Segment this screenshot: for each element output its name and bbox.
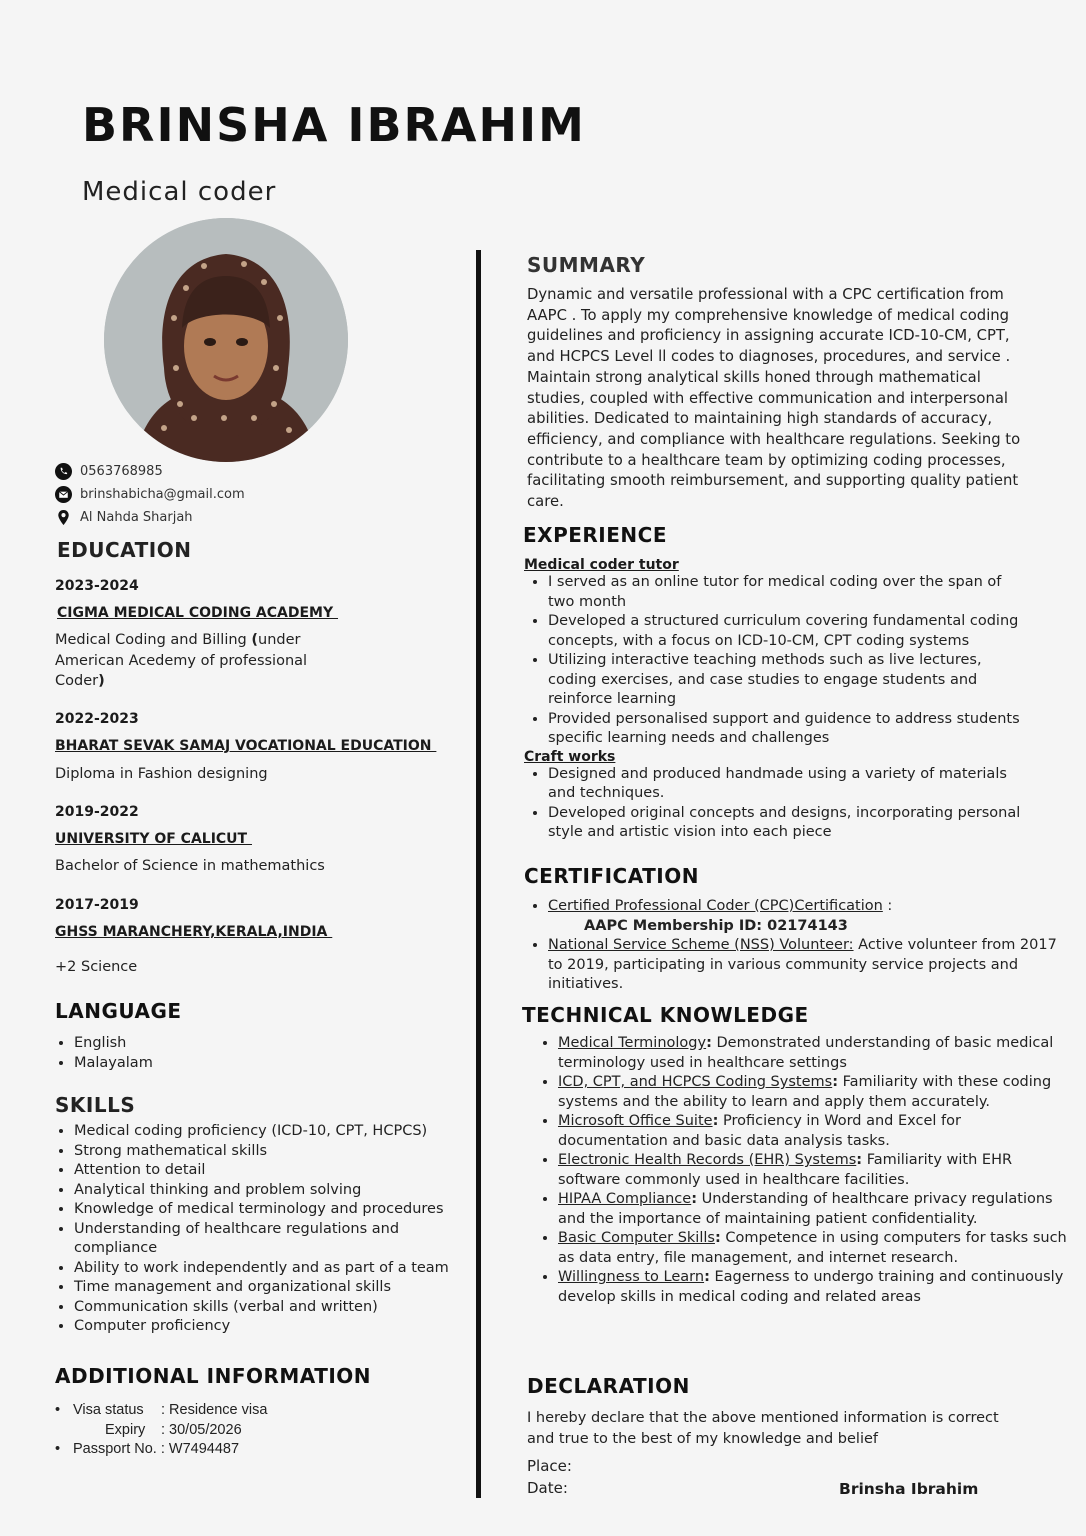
phone-number: 0563768985 [80, 464, 163, 479]
location-pin-icon [55, 509, 72, 526]
technical-item: • HIPAA Compliance: Understanding of healthcare privacy regulations and the importance of maintaining patient confidentiality. [558, 1190, 1068, 1229]
education-institution: UNIVERSITY OF CALICUT [55, 831, 252, 847]
education-years: 2023-2024 [55, 578, 139, 594]
job-title: Medical coder [82, 177, 277, 207]
certification-item: • Certified Professional Coder (CPC)Certification : AAPC Membership ID: 02174143 [548, 897, 1058, 936]
skill-item: • Knowledge of medical terminology and procedures [74, 1200, 484, 1220]
summary-text: Dynamic and versatile professional with a CPC certification from AAPC . To apply my comprehensive knowledge of medical coding guidelines and proficiency in assigning accurate ICD-10-CM, CPT, and HCPCS Level ll codes to diagnoses, procedures, and service . Maintain strong analytical skills honed through mathematical studies, coupled with effective communication and interpersonal abilities. Dedicated to maintaining high standards of accuracy, efficiency, and compliance with healthcare regulations. Seeking to contribute to a healthcare team by optimizing coding processes, facilitating smooth reimbursement, and supporting quality patient care. [527, 286, 1021, 511]
technical-item: • Willingness to Learn: Eagerness to undergo training and continuously develop skills in medical coding and related areas [558, 1268, 1068, 1307]
email-address: brinshabicha@gmail.com [80, 487, 245, 502]
signature-name: Brinsha Ibrahim [839, 1480, 979, 1498]
candidate-name: BRINSHA IBRAHIM [82, 98, 586, 152]
contact-location [55, 509, 193, 526]
education-institution: GHSS MARANCHERY,KERALA,INDIA [55, 924, 333, 940]
place-label: Place: [527, 1457, 572, 1475]
skill-item: • Analytical thinking and problem solving [74, 1181, 484, 1201]
education-years: 2017-2019 [55, 897, 139, 913]
technical-knowledge-heading: TECHNICAL KNOWLEDGE [522, 1003, 809, 1027]
experience-list [524, 573, 1024, 749]
experience-heading: EXPERIENCE [523, 523, 667, 547]
language-item: • Malayalam [74, 1054, 454, 1074]
contact-phone [55, 463, 163, 480]
skill-item: • Computer proficiency [74, 1317, 484, 1337]
language-list [54, 1034, 454, 1073]
certification-heading: CERTIFICATION [524, 864, 699, 888]
experience-item: • Utilizing interactive teaching methods such as live lectures, coding exercises, and case studies to engage students and reinforce learning [548, 651, 1024, 710]
technical-item: • ICD, CPT, and HCPCS Coding Systems: Familiarity with these coding systems and the ability to learn and apply them accurately. [558, 1073, 1068, 1112]
experience-item: • Designed and produced handmade using a variety of materials and techniques. [548, 765, 1024, 804]
date-label: Date: [527, 1479, 568, 1497]
experience-role-title: Craft works [524, 748, 616, 765]
experience-role-title: Medical coder tutor [524, 557, 679, 573]
skill-item: • Medical coding proficiency (ICD-10, CPT, HCPCS) [74, 1122, 484, 1142]
education-heading: EDUCATION [57, 538, 192, 562]
language-heading: LANGUAGE [55, 999, 182, 1023]
certification-item: • National Service Scheme (NSS) Volunteer: Active volunteer from 2017 to 2019, participating in various community service projects and initiatives. [548, 936, 1058, 995]
visa-status-row: • Visa status : Residence visa [55, 1401, 455, 1421]
contact-email [55, 486, 245, 503]
technical-item: • Electronic Health Records (EHR) Systems: Familiarity with EHR software commonly used in healthcare facilities. [558, 1151, 1068, 1190]
technical-item: • Microsoft Office Suite: Proficiency in Word and Excel for documentation and basic data analysis tasks. [558, 1112, 1068, 1151]
membership-id: AAPC Membership ID: 02174143 [584, 917, 848, 934]
language-item: • English [74, 1034, 454, 1054]
phone-icon [55, 463, 72, 480]
education-institution: BHARAT SEVAK SAMAJ VOCATIONAL EDUCATION [55, 738, 437, 754]
technical-item: • Basic Computer Skills: Competence in using computers for tasks such as data entry, file management, and internet research. [558, 1229, 1068, 1268]
passport-row: • Passport No. : W7494487 [55, 1440, 455, 1460]
column-divider [476, 250, 481, 1498]
declaration-text: I hereby declare that the above mentioned information is correct and true to the best of my knowledge and belief [527, 1410, 999, 1447]
skill-item: • Communication skills (verbal and written) [74, 1298, 484, 1318]
visa-expiry-row: Expiry : 30/05/2026 [105, 1421, 242, 1438]
experience-item: • Provided personalised support and guidence to address students specific learning needs and challenges [548, 710, 1024, 749]
experience-item: • I served as an online tutor for medical coding over the span of two month [548, 573, 1024, 612]
skills-heading: SKILLS [55, 1093, 136, 1117]
skill-item: • Strong mathematical skills [74, 1142, 484, 1162]
education-years: 2019-2022 [55, 804, 139, 820]
education-description: Bachelor of Science in mathemathics [55, 858, 325, 874]
location-text: Al Nahda Sharjah [80, 510, 193, 525]
certification-list [528, 897, 1058, 995]
education-description: +2 Science [55, 959, 138, 975]
skill-item: • Attention to detail [74, 1161, 484, 1181]
education-institution: CIGMA MEDICAL CODING ACADEMY [57, 605, 339, 621]
additional-info [55, 1401, 455, 1460]
skill-item: • Ability to work independently and as part of a team [74, 1259, 484, 1279]
experience-item: • Developed original concepts and designs, incorporating personal style and artistic vision into each piece [548, 804, 1024, 843]
education-description: Medical Coding and Billing (under American Acedemy of professional Coder) [55, 632, 308, 689]
experience-list [524, 765, 1024, 843]
education-years: 2022-2023 [55, 711, 139, 727]
experience-item: • Developed a structured curriculum covering fundamental coding concepts, with a focus on ICD-10-CM, CPT coding systems [548, 612, 1024, 651]
skills-list [54, 1122, 484, 1337]
technical-knowledge-list [538, 1034, 1068, 1307]
summary-heading: SUMMARY [527, 253, 646, 277]
skill-item: • Understanding of healthcare regulations and compliance [74, 1220, 414, 1259]
email-icon [55, 486, 72, 503]
declaration-heading: DECLARATION [527, 1374, 690, 1398]
education-description: Diploma in Fashion designing [55, 766, 268, 782]
skill-item: • Time management and organizational skills [74, 1278, 484, 1298]
technical-item: • Medical Terminology: Demonstrated understanding of basic medical terminology used in healthcare settings [558, 1034, 1068, 1073]
profile-portrait-illustration [104, 218, 348, 462]
experience-section [524, 557, 1024, 843]
additional-info-heading: ADDITIONAL INFORMATION [55, 1364, 372, 1388]
profile-photo [104, 218, 348, 462]
